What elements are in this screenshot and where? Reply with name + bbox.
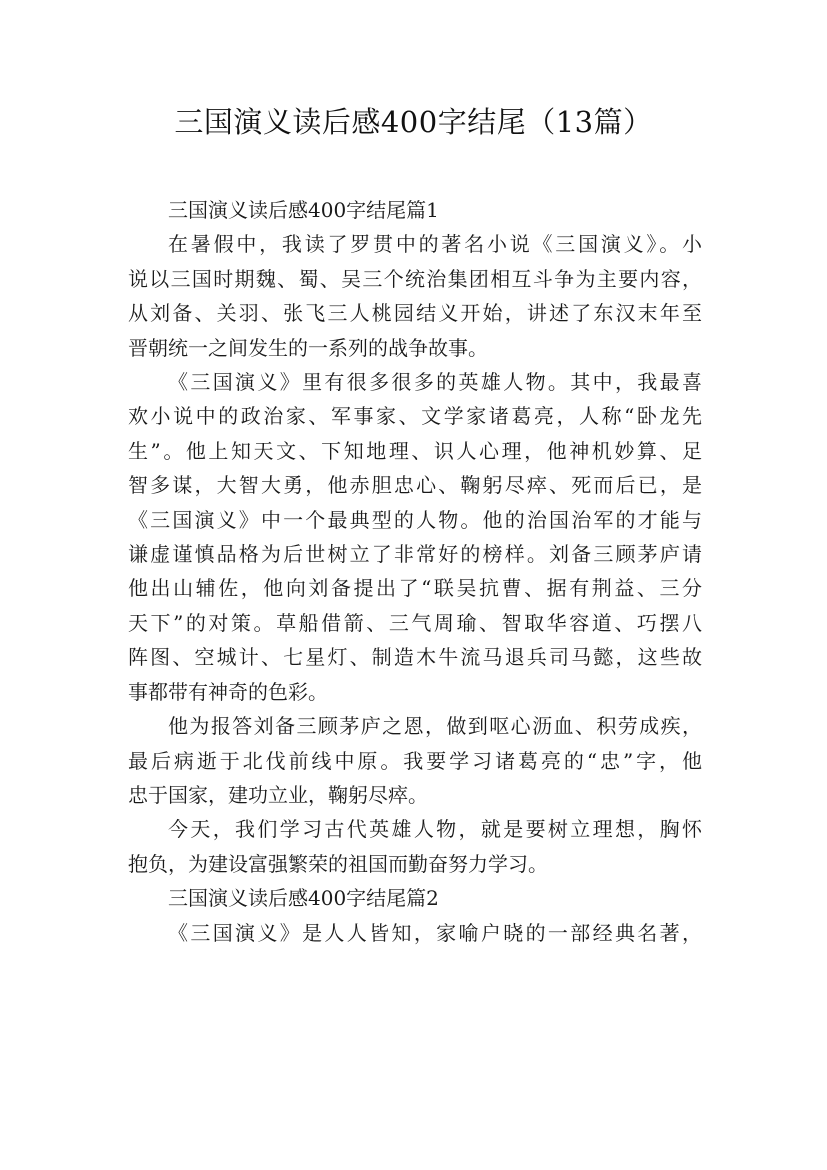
text-line: 说以三国时期魏、蜀、吴三个统治集团相互斗争为主要内容， <box>128 266 702 291</box>
paragraph <box>128 916 702 950</box>
text-line: 欢小说中的政治家、军事家、文学家诸葛亮，人称“卧龙先 <box>128 404 702 429</box>
paragraph <box>128 227 702 365</box>
text-line: 他为报答刘备三顾茅庐之恩，做到呕心沥血、积劳成疾， <box>168 714 702 739</box>
text-line: 智多谋，大智大勇，他赤胆忠心、鞠躬尽瘁、死而后已，是 <box>128 473 702 498</box>
text-line: 谦虚谨慎品格为后世树立了非常好的榜样。刘备三顾茅庐请 <box>128 542 702 567</box>
text-line: 事都带有神奇的色彩。 <box>128 679 328 704</box>
text-line: 《三国演义》是人人皆知，家喻户晓的一部经典名著， <box>168 920 702 945</box>
text-line: 《三国演义》里有很多很多的英雄人物。其中，我最喜 <box>168 370 702 395</box>
text-line: 今天，我们学习古代英雄人物，就是要树立理想，胸怀 <box>168 817 702 842</box>
text-line: 最后病逝于北伐前线中原。我要学习诸葛亮的“忠”字，他 <box>128 748 702 773</box>
text-line: 晋朝统一之间发生的一系列的战争故事。 <box>128 335 488 360</box>
paragraph <box>128 365 702 709</box>
paragraph <box>128 812 702 881</box>
document-title: 三国演义读后感400字结尾（13篇） <box>174 105 653 139</box>
text-line: 忠于国家，建功立业，鞠躬尽瘁。 <box>128 782 428 807</box>
text-line: 生”。他上知天文、下知地理、识人心理，他神机妙算、足 <box>128 438 702 463</box>
text-line: 他出山辅佐，他向刘备提出了“联吴抗曹、据有荆益、三分 <box>128 576 702 601</box>
text-line: 在暑假中，我读了罗贯中的著名小说《三国演义》。小 <box>168 232 702 257</box>
text-line: 阵图、空城计、七星灯、制造木牛流马退兵司马懿，这些故 <box>128 645 702 670</box>
section-heading-1: 三国演义读后感400字结尾篇1 <box>168 198 439 222</box>
text-line: 天下”的对策。草船借箭、三气周瑜、智取华容道、巧摆八 <box>128 610 702 635</box>
text-line: 抱负，为建设富强繁荣的祖国而勤奋努力学习。 <box>128 851 548 876</box>
paragraph <box>128 709 702 812</box>
section-heading-2: 三国演义读后感400字结尾篇2 <box>168 886 439 911</box>
document-body <box>128 193 702 950</box>
text-line: 从刘备、关羽、张飞三人桃园结义开始，讲述了东汉末年至 <box>128 301 702 326</box>
text-line: 《三国演义》中一个最典型的人物。他的治国治军的才能与 <box>128 507 702 532</box>
